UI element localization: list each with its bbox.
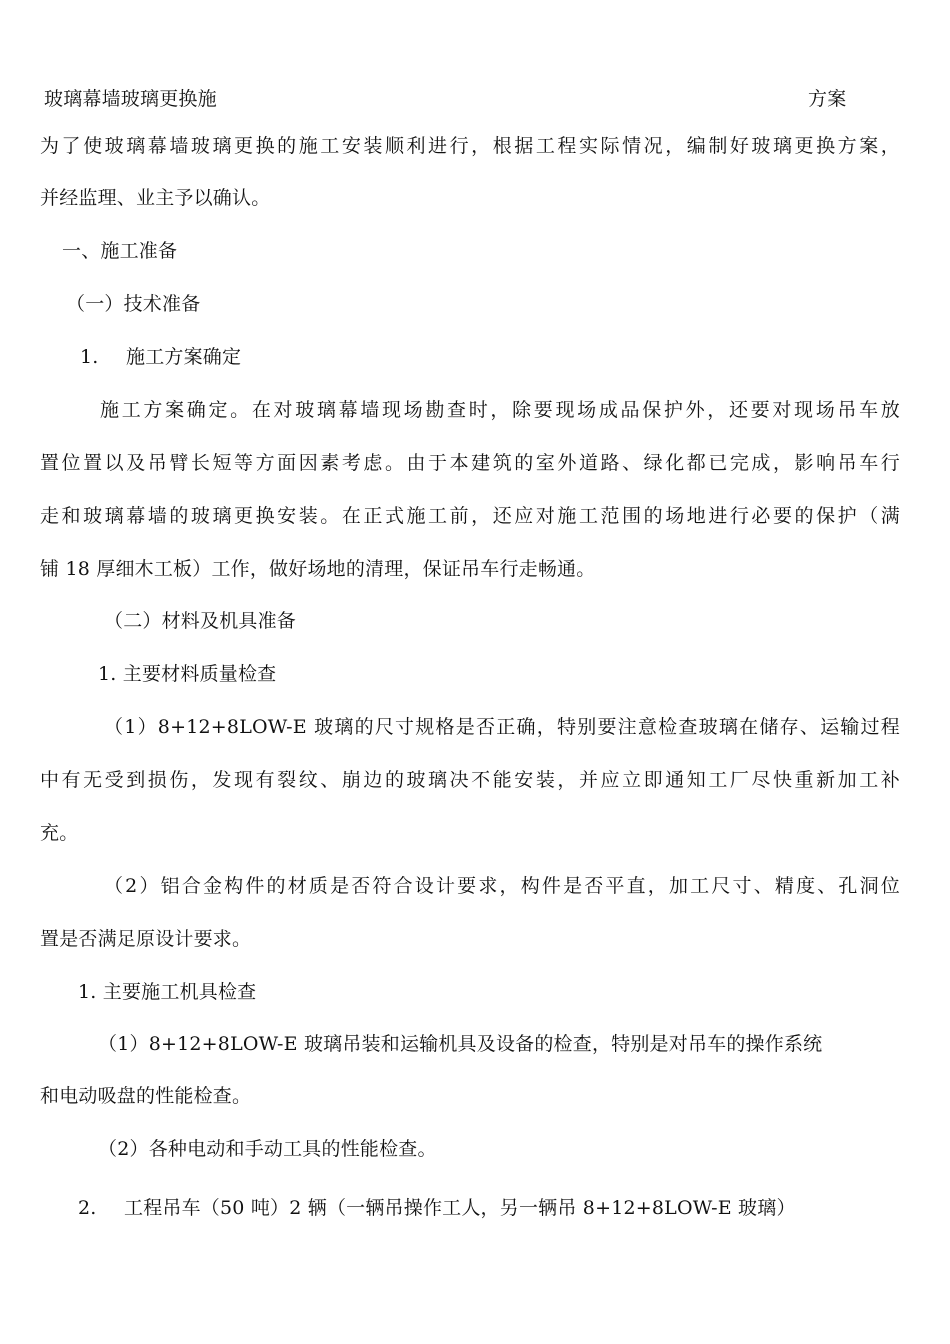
item-heading-2-3 — [78, 1196, 796, 1220]
doc-title-right: 方案 — [808, 88, 847, 110]
para-2-line-3: 充。 — [40, 822, 79, 844]
para-1-line-1: 施工方案确定。在对玻璃幕墙现场勘查时，除要现场成品保护外，还要对现场吊车放 — [100, 399, 900, 421]
subsection-heading-1: （一）技术准备 — [66, 293, 201, 315]
para-3-line-2: 置是否满足原设计要求。 — [40, 928, 252, 950]
para-4-line-2: 和电动吸盘的性能检查。 — [40, 1085, 252, 1107]
para-1-line-4: 铺 18 厚细木工板）工作，做好场地的清理，保证吊车行走畅通。 — [40, 558, 596, 580]
para-1-line-3: 走和玻璃幕墙的玻璃更换安装。在正式施工前，还应对施工范围的场地进行必要的保护（满 — [40, 505, 900, 527]
para-3-line-1: （2）铝合金构件的材质是否符合设计要求，构件是否平直，加工尺寸、精度、孔洞位 — [104, 875, 900, 897]
intro-line-2: 并经监理、业主予以确认。 — [40, 187, 271, 209]
item-number: 1. — [80, 346, 99, 368]
para-2-line-2: 中有无受到损伤，发现有裂纹、崩边的玻璃决不能安装，并应立即通知工厂尽快重新加工补 — [40, 769, 900, 791]
doc-title-left: 玻璃幕墙玻璃更换施 — [44, 88, 217, 110]
item-heading-2-1: 1. 主要材料质量检查 — [98, 663, 277, 685]
item-title: 施工方案确定 — [126, 346, 242, 368]
para-2-line-1: （1）8+12+8LOW-E 玻璃的尺寸规格是否正确，特别要注意检查玻璃在储存、运输过程 — [104, 716, 900, 738]
para-4-line-1: （1）8+12+8LOW-E 玻璃吊装和运输机具及设备的检查，特别是对吊车的操作系统 — [98, 1033, 823, 1055]
subsection-heading-2: （二）材料及机具准备 — [104, 610, 297, 632]
item-heading-2-2: 1. 主要施工机具检查 — [78, 981, 257, 1003]
intro-line-1: 为了使玻璃幕墙玻璃更换的施工安装顺利进行，根据工程实际情况，编制好玻璃更换方案， — [40, 135, 900, 157]
para-5: （2）各种电动和手动工具的性能检查。 — [98, 1138, 437, 1160]
item-text: 工程吊车（50 吨）2 辆（一辆吊操作工人，另一辆吊 8+12+8LOW-E 玻璃） — [124, 1197, 796, 1219]
section-heading-1: 一、施工准备 — [62, 240, 178, 262]
item-number: 2. — [78, 1197, 97, 1219]
para-1-line-2: 置位置以及吊臂长短等方面因素考虑。由于本建筑的室外道路、绿化都已完成，影响吊车行 — [40, 452, 900, 474]
item-heading-1-1 — [80, 345, 241, 369]
